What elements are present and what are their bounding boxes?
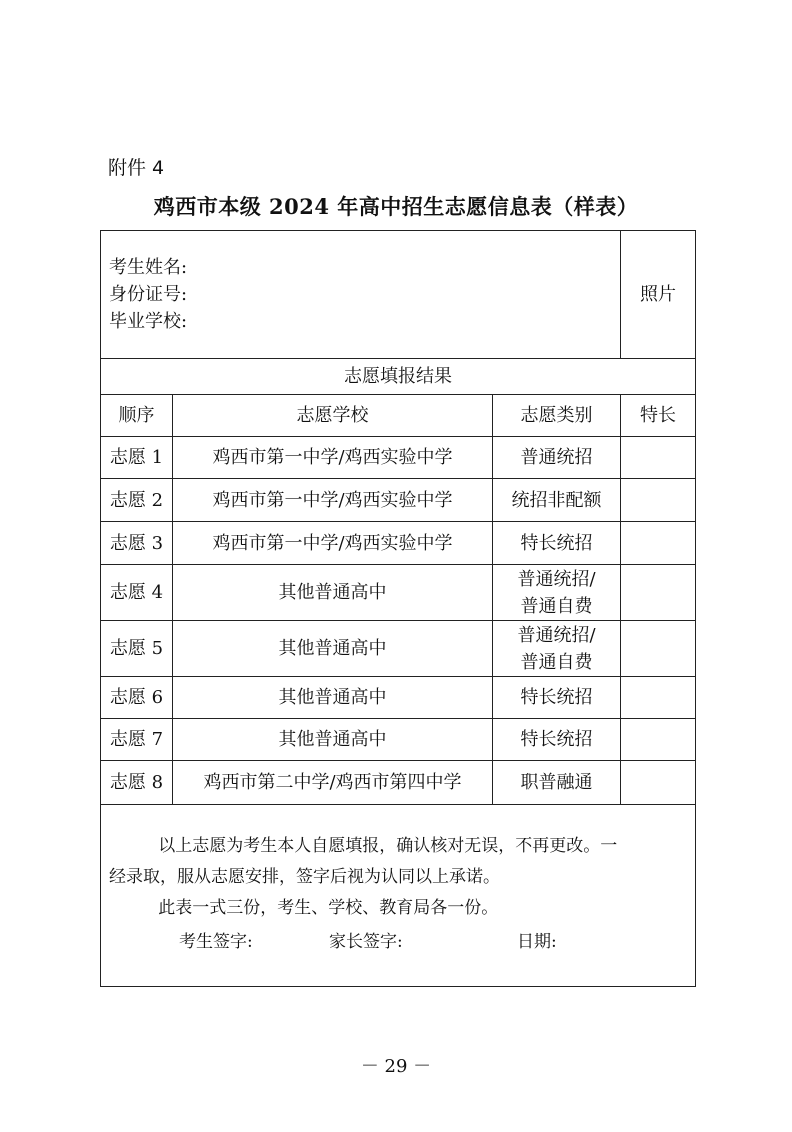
- row-specialty: [621, 761, 696, 805]
- table-row: [101, 621, 696, 677]
- notes-cell: [101, 805, 696, 987]
- note-paragraph-2: 此表一式三份，考生、学校、教育局各一份。: [158, 898, 499, 918]
- row-category: [493, 565, 621, 621]
- table-row: [101, 719, 696, 761]
- row-specialty: [621, 677, 696, 719]
- row-category-line1: 普通统招: [520, 447, 593, 468]
- table-row: [101, 437, 696, 479]
- row-order: 志愿 7: [101, 719, 173, 761]
- row-category-line2: 普通自费: [520, 651, 593, 673]
- row-specialty: [621, 719, 696, 761]
- table-row: [101, 522, 696, 565]
- note-paragraph-1-continued: 经录取，服从志愿安排，签字后视为认同以上承诺。: [109, 867, 500, 887]
- column-header-school: 志愿学校: [173, 395, 493, 437]
- column-header-row: [101, 395, 696, 437]
- applicant-info-cell: [101, 231, 621, 359]
- name-label: 考生姓名:: [109, 257, 188, 278]
- results-header-row: [101, 359, 696, 395]
- row-school: 其他普通高中: [173, 719, 493, 761]
- row-specialty: [621, 621, 696, 677]
- column-header-category: 志愿类别: [493, 395, 621, 437]
- row-school: 鸡西市第一中学/鸡西实验中学: [173, 437, 493, 479]
- row-order: 志愿 6: [101, 677, 173, 719]
- row-category-line1: 特长统招: [520, 729, 593, 750]
- row-order: 志愿 8: [101, 761, 173, 805]
- row-order: 志愿 3: [101, 522, 173, 565]
- id-number-label: 身份证号:: [109, 284, 188, 305]
- row-school: 鸡西市第一中学/鸡西实验中学: [173, 479, 493, 522]
- row-category: [493, 761, 621, 805]
- page-number: － 29 －: [360, 1056, 432, 1077]
- signature-line: [109, 924, 687, 960]
- application-form-table: [100, 230, 696, 987]
- row-category: [493, 719, 621, 761]
- table-row: [101, 761, 696, 805]
- row-specialty: [621, 522, 696, 565]
- row-order: 志愿 5: [101, 621, 173, 677]
- note-paragraph-1: 以上志愿为考生本人自愿填报，确认核对无误，不再更改。一: [158, 836, 618, 856]
- table-row: [101, 677, 696, 719]
- photo-cell: 照片: [621, 231, 696, 359]
- row-category-line2: 普通自费: [520, 595, 593, 617]
- student-signature-label: 考生签字:: [179, 932, 253, 952]
- table-row: [101, 565, 696, 621]
- notes-row: [101, 805, 696, 987]
- column-header-specialty: 特长: [621, 395, 696, 437]
- row-category-line1: 职普融通: [520, 772, 593, 793]
- column-header-order: 顺序: [101, 395, 173, 437]
- parent-signature-label: 家长签字:: [329, 932, 403, 952]
- row-school: 鸡西市第二中学/鸡西市第四中学: [173, 761, 493, 805]
- results-header: 志愿填报结果: [101, 359, 696, 395]
- row-category: [493, 677, 621, 719]
- row-category: [493, 621, 621, 677]
- row-category-line1: 统招非配额: [511, 489, 602, 511]
- row-category-line1: 普通统招/: [517, 624, 596, 646]
- row-order: 志愿 2: [101, 479, 173, 522]
- row-category: [493, 522, 621, 565]
- row-school: 鸡西市第一中学/鸡西实验中学: [173, 522, 493, 565]
- graduate-school-label: 毕业学校:: [109, 311, 188, 332]
- row-school: 其他普通高中: [173, 565, 493, 621]
- row-specialty: [621, 479, 696, 522]
- row-category: [493, 479, 621, 522]
- applicant-info-row: [101, 231, 696, 359]
- row-order: 志愿 4: [101, 565, 173, 621]
- row-specialty: [621, 437, 696, 479]
- row-order: 志愿 1: [101, 437, 173, 479]
- row-category-line1: 特长统招: [520, 532, 593, 554]
- row-category-line1: 特长统招: [520, 687, 593, 708]
- table-row: [101, 479, 696, 522]
- row-category-line1: 普通统招/: [517, 568, 596, 590]
- attachment-label: 附件 4: [108, 157, 165, 179]
- row-specialty: [621, 565, 696, 621]
- row-category: [493, 437, 621, 479]
- date-label: 日期:: [517, 932, 557, 952]
- page-title: 鸡西市本级 2024 年高中招生志愿信息表（样表）: [153, 194, 639, 219]
- row-school: 其他普通高中: [173, 621, 493, 677]
- row-school: 其他普通高中: [173, 677, 493, 719]
